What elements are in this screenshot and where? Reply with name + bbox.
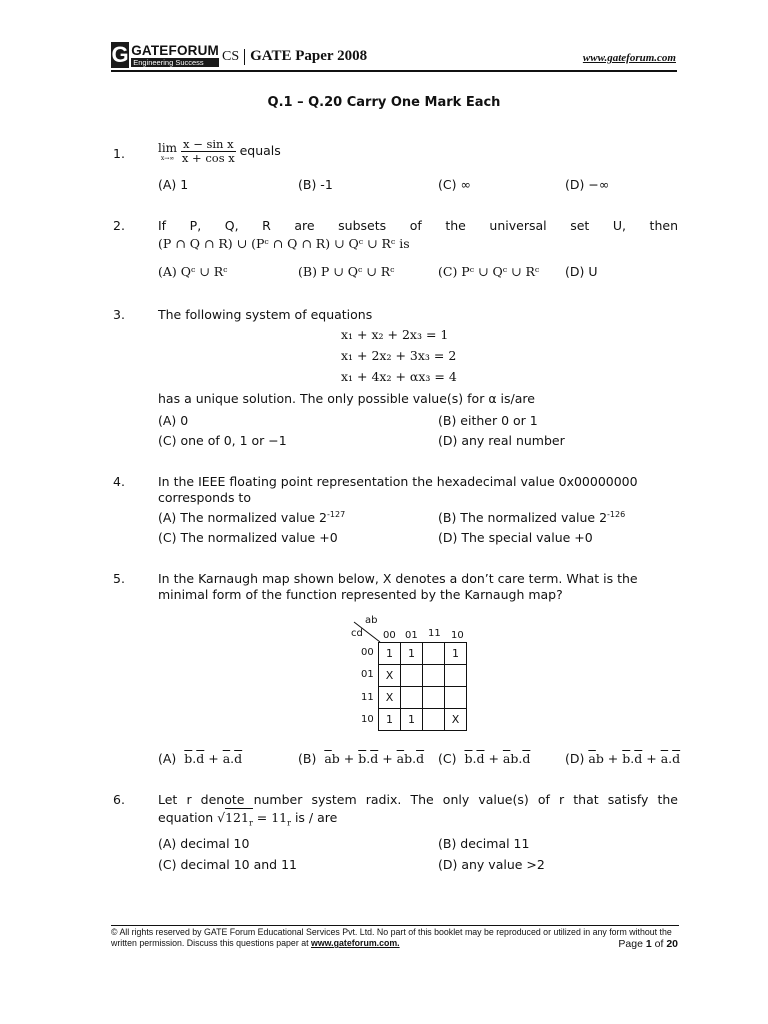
kmap-row-header: 00 xyxy=(361,647,374,658)
equation-1: x₁ + x₂ + 2x₃ = 1 xyxy=(341,327,449,342)
option-b: (B) either 0 or 1 xyxy=(438,413,538,428)
option-c-expression: $\overline{b}.\overline{d} + \overline{a}b.\overline{d}$ xyxy=(464,751,531,766)
option-a: (A) Qᶜ ∪ Rᶜ xyxy=(158,264,228,279)
limit-fraction xyxy=(181,138,236,165)
option-c: (C) The normalized value +0 xyxy=(158,530,338,545)
kmap-row-header: 01 xyxy=(361,669,374,680)
logo-g-icon: G xyxy=(111,42,129,67)
limit-subscript: x→∞ xyxy=(160,154,175,162)
kmap-col-header: 11 xyxy=(428,628,441,639)
footer-notice xyxy=(111,927,679,949)
karnaugh-map xyxy=(378,642,467,731)
page-total: 20 xyxy=(666,938,678,950)
kmap-cell: 1 xyxy=(401,709,423,731)
rhs-subscript: r xyxy=(287,818,291,828)
option-a xyxy=(158,510,345,525)
option-a-text: (A) The normalized value 2 xyxy=(158,510,328,526)
question-4-line1: In the IEEE floating point representation the hexadecimal value 0x00000000 xyxy=(158,474,638,489)
question-2-line1: If P, Q, R are subsets of the universal set U, then xyxy=(158,218,678,233)
paper-code: CS xyxy=(222,49,240,64)
option-b-expression: $\overline{a}b + \overline{b}.\overline{d} + \overline{a}b.\overline{d}$ xyxy=(324,751,425,766)
option-d: (D) any value >2 xyxy=(438,857,545,872)
kmap-cell xyxy=(423,687,445,709)
kmap-row xyxy=(379,687,467,709)
option-b-text: (B) The normalized value 2 xyxy=(438,510,608,526)
option-d: (D) The special value +0 xyxy=(438,530,593,545)
kmap-col-header: 00 xyxy=(383,630,396,641)
option-b xyxy=(298,751,424,766)
option-c xyxy=(438,751,530,766)
limit-operator: lim xyxy=(158,140,178,155)
option-c: (C) Pᶜ ∪ Qᶜ ∪ Rᶜ xyxy=(438,264,540,279)
logo-name: GATEFORUM xyxy=(131,42,219,58)
footer-rule xyxy=(111,925,679,926)
equation-2: x₁ + 2x₂ + 3x₃ = 2 xyxy=(341,348,457,363)
sqrt-argument: 121 xyxy=(225,810,249,825)
sqrt-expression: $√121_r = 11_r$ xyxy=(217,810,291,828)
option-a-exponent: -127 xyxy=(327,510,346,519)
fraction-denominator: x + cos x xyxy=(181,151,235,165)
footer-line1: © All rights reserved by GATE Forum Educational Services Pvt. Ltd. No part of this booklet may be reproduced or utilized in any form without the xyxy=(111,927,672,937)
paper-heading xyxy=(222,48,367,65)
question-number: 2. xyxy=(113,218,125,233)
equation-3: x₁ + 4x₂ + αx₃ = 4 xyxy=(341,369,457,384)
fraction-numerator: x − sin x xyxy=(183,137,234,151)
page-number: 1 xyxy=(645,938,652,950)
footer-line2: written permission. Discuss this questions paper at xyxy=(111,938,309,948)
header-rule xyxy=(111,70,677,72)
footer-website-link[interactable]: www.gateforum.com. xyxy=(310,938,400,948)
option-d-label: (D) xyxy=(565,751,585,766)
kmap-cell xyxy=(423,665,445,687)
kmap-cell xyxy=(401,665,423,687)
kmap-cell xyxy=(445,665,467,687)
option-a-expression: $\overline{b}.\overline{d} + \overline{a}.\overline{d}$ xyxy=(184,751,243,766)
question-2-line2: (P ∩ Q ∩ R) ∪ (Pᶜ ∩ Q ∩ R) ∪ Qᶜ ∪ Rᶜ is xyxy=(158,236,410,251)
option-b: (B) -1 xyxy=(298,177,333,192)
paper-title: GATE Paper 2008 xyxy=(250,48,368,64)
kmap-row xyxy=(379,665,467,687)
option-c: (C) one of 0, 1 or −1 xyxy=(158,433,287,448)
question-5-line1: In the Karnaugh map shown below, X denotes a don’t care term. What is the xyxy=(158,571,638,586)
heading-divider xyxy=(244,49,245,65)
kmap-col-header: 10 xyxy=(451,630,464,641)
option-c: (C) decimal 10 and 11 xyxy=(158,857,297,872)
page-label: Page xyxy=(618,938,643,950)
question-6-pre: equation xyxy=(158,810,214,825)
option-a: (A) 0 xyxy=(158,413,189,428)
kmap-cell: 1 xyxy=(379,643,401,665)
option-b xyxy=(438,510,625,525)
question-1-stem xyxy=(158,138,678,165)
kmap-cell: 1 xyxy=(445,643,467,665)
option-c: (C) ∞ xyxy=(438,177,471,192)
kmap-row xyxy=(379,709,467,731)
kmap-cell xyxy=(401,687,423,709)
question-6-line1: Let r denote number system radix. The only value(s) of r that satisfy the xyxy=(158,792,678,807)
kmap-row-header: 11 xyxy=(361,692,374,703)
sqrt-subscript: r xyxy=(248,818,253,828)
kmap-cell: X xyxy=(445,709,467,731)
option-c-label: (C) xyxy=(438,751,457,766)
equation-rhs: = 11 xyxy=(256,810,288,825)
question-1-tail: equals xyxy=(239,143,281,158)
page-of: of xyxy=(654,938,664,950)
question-number: 3. xyxy=(113,307,125,322)
option-b-label: (B) xyxy=(298,751,317,766)
footer-line2-wrap xyxy=(111,938,679,949)
kmap-label-cd: cd xyxy=(351,628,363,639)
question-4-line2: corresponds to xyxy=(158,490,251,505)
question-6-line2 xyxy=(158,810,678,828)
gateforum-logo xyxy=(111,42,219,68)
option-d xyxy=(565,751,680,766)
question-3-intro: The following system of equations xyxy=(158,307,373,322)
kmap-cell: 1 xyxy=(379,709,401,731)
kmap-cell xyxy=(445,687,467,709)
kmap-row-header: 10 xyxy=(361,714,374,725)
question-number: 5. xyxy=(113,571,125,586)
kmap-cell: X xyxy=(379,687,401,709)
page-indicator xyxy=(618,938,678,950)
option-d: (D) any real number xyxy=(438,433,565,448)
question-6-post: is / are xyxy=(294,810,338,825)
option-a xyxy=(158,751,242,766)
logo-tagline: Engineering Success xyxy=(131,58,219,67)
question-number: 1. xyxy=(113,146,125,161)
kmap-cell xyxy=(423,709,445,731)
kmap-col-header: 01 xyxy=(405,630,418,641)
kmap-cell: X xyxy=(379,665,401,687)
option-b-exponent: -126 xyxy=(607,510,626,519)
option-b: (B) P ∪ Qᶜ ∪ Rᶜ xyxy=(298,264,395,279)
option-a: (A) decimal 10 xyxy=(158,836,250,851)
option-d: (D) −∞ xyxy=(565,177,610,192)
option-d-expression: $\overline{a}b + \overline{b}.\overline{d} + \overline{a}.\overline{d}$ xyxy=(588,751,681,766)
option-b: (B) decimal 11 xyxy=(438,836,530,851)
header-website-link[interactable]: www.gateforum.com xyxy=(582,52,676,64)
section-title: Q.1 – Q.20 Carry One Mark Each xyxy=(267,95,501,110)
kmap-cell xyxy=(423,643,445,665)
kmap-row xyxy=(379,643,467,665)
question-number: 6. xyxy=(113,792,125,807)
option-a-label: (A) xyxy=(158,751,177,766)
kmap-label-ab: ab xyxy=(365,615,378,626)
question-5-line2: minimal form of the function represented by the Karnaugh map? xyxy=(158,587,563,602)
option-d: (D) U xyxy=(565,264,598,279)
question-number: 4. xyxy=(113,474,125,489)
option-a: (A) 1 xyxy=(158,177,189,192)
kmap-cell: 1 xyxy=(401,643,423,665)
question-3-question: has a unique solution. The only possible value(s) for α is/are xyxy=(158,391,535,406)
